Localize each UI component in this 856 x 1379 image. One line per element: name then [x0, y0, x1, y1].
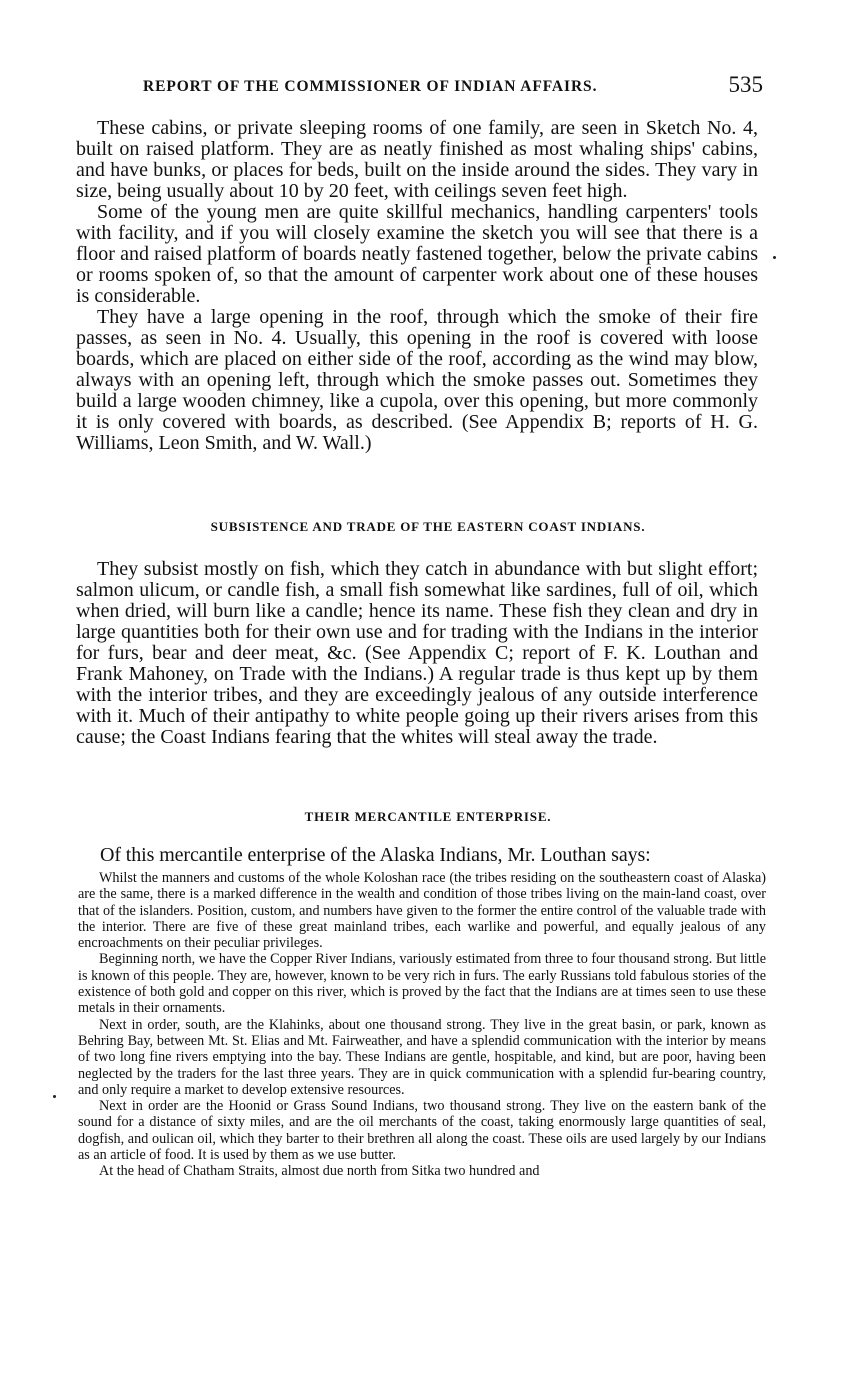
running-header	[143, 72, 763, 102]
quote-paragraph-copper-river: Beginning north, we have the Copper River Indians, variously estimated from three to four thousand strong. But little is known of this people. They are, however, known to be very rich in furs. The early Russians told fabulous stories of the existence of both gold and copper on this river, which is proved by the fact that the Indians are at times seen to use these metals in their ornaments.	[78, 951, 766, 1017]
subsistence-section	[76, 559, 758, 748]
print-speck	[53, 1095, 56, 1098]
running-title: REPORT OF THE COMMISSIONER OF INDIAN AFFAIRS.	[143, 78, 598, 95]
quote-paragraph-hoonid: Next in order are the Hoonid or Grass Sound Indians, two thousand strong. They live on the eastern bank of the sound for a distance of sixty miles, and are the oil merchants of the coast, taking enormously large quantities of seal, dogfish, and oulican oil, which they barter to their brethren all along the coast. These oils are used largely by our Indians as an article of food. It is used by them as we use butter.	[78, 1098, 766, 1164]
quote-paragraph-koloshan: Whilst the manners and customs of the whole Koloshan race (the tribes residing on the southeastern coast of Alaska) are the same, there is a marked difference in the wealth and condition of those tribes living on the main-land coast, over that of the islanders. Position, custom, and numbers have given to the former the entire control of the valuable trade with the interior. There are five of these great mainland tribes, each warlike and powerful, and equally jealous of any encroachments on their peculiar privileges.	[78, 870, 766, 952]
paragraph-subsistence: They subsist mostly on fish, which they catch in abundance with but slight effort; salmon ulicum, or candle fish, a small fish somewhat like sardines, full of oil, which when dried, will burn like a candle; hence its name. These fish they clean and dry in large quantities both for their own use and for trading with the Indians in the interior for furs, bear and deer meat, &c. (See Appendix C; report of F. K. Louthan and Frank Mahoney, on Trade with the Indians.) A regular trade is thus kept up by them with the interior tribes, and they are exceedingly jealous of any outside interference with it. Much of their antipathy to white people going up their rivers arises from this cause; the Coast Indians fearing that the whites will steal away the trade.	[76, 558, 758, 748]
quote-paragraph-chatham: At the head of Chatham Straits, almost due north from Sitka two hundred and	[99, 1163, 540, 1180]
page-number: 535	[728, 72, 763, 97]
paragraph-cabins: These cabins, or private sleeping rooms of one family, are seen in Sketch No. 4, built on raised platform. They are as neatly finished as most whaling ships' cabins, and have bunks, or places for beds, built on the inside around the sides. They vary in size, being usually about 10 by 20 feet, with ceilings seven feet high.	[76, 117, 758, 202]
paragraph-carpenters: Some of the young men are quite skillful mechanics, handling carpenters' tools with facility, and if you will closely examine the sketch you will see that there is a floor and raised platform of boards neatly fastened together, below the private cabins or rooms spoken of, so that the amount of carpenter work about one of these houses is considerable.	[76, 201, 758, 307]
section-heading-subsistence: SUBSISTENCE AND TRADE OF THE EASTERN COAST INDIANS.	[210, 519, 646, 534]
opening-paragraphs	[76, 118, 758, 454]
paragraph-roof-opening: They have a large opening in the roof, through which the smoke of their fire passes, as seen in No. 4. Usually, this opening in the roof is covered with loose boards, which are placed on either side of the roof, according as the wind may blow, always with an opening left, through which the smoke passes out. Sometimes they build a large wooden chimney, like a cupola, over this opening, but more commonly it is only covered with boards, as described. (See Appendix B; reports of H. G. Williams, Leon Smith, and W. Wall.)	[76, 306, 758, 454]
louthan-quote	[78, 870, 766, 1180]
quote-intro: Of this mercantile enterprise of the Alaska Indians, Mr. Louthan says:	[100, 844, 651, 866]
section-heading-mercantile: THEIR MERCANTILE ENTERPRISE.	[304, 809, 552, 824]
quote-paragraph-klahinks: Next in order, south, are the Klahinks, about one thousand strong. They live in the great basin, or park, known as Behring Bay, between Mt. St. Elias and Mt. Fairweather, and have a splendid communication with the interior by means of two long fine rivers emptying into the bay. These Indians are gentle, hospitable, and kind, but are poor, having been neglected by the traders for the last three years. They are in quick communication with a splendid fur-bearing country, and only require a market to develop extensive resources.	[78, 1016, 766, 1098]
print-speck	[773, 256, 776, 259]
